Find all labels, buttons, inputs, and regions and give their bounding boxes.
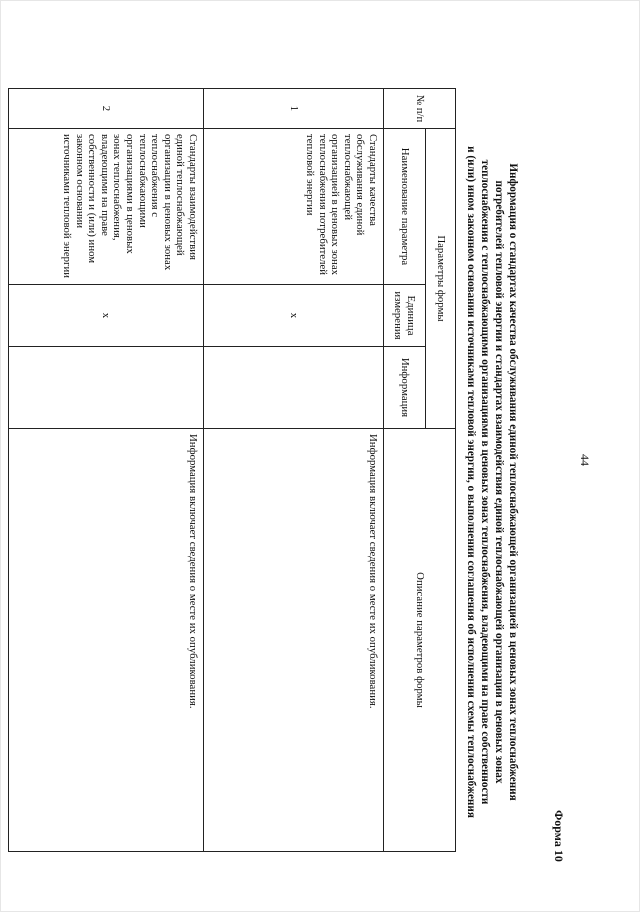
row1-name: Стандарты качества обслуживания единой теплоснабжающей организацией в ценовых зонах теплоснабжения потребителей тепловой энергии [203,129,383,285]
title-line: потребителей тепловой энергии и стандартах взаимодействия единой теплоснабжающей организации в ценовых зонах [493,180,505,784]
row2-info [8,347,203,429]
title-line: и (или) ином законном основании источниками тепловой энергии, о выполнении соглашения об исполнении схемы теплоснабжения [465,146,477,818]
document-title [464,122,520,842]
title-line: Информация о стандартах качества обслуживания единой теплоснабжающей организацией в ценовых зонах теплоснабжения [507,163,519,801]
row2-num: 2 [8,89,203,129]
form-table [8,88,456,852]
form-label: Форма 10 [552,810,566,862]
title-line: теплоснабжения с теплоснабжающими организациями в ценовых зонах теплоснабжения, владеющими на праве собственности [479,159,491,805]
page-number: 44 [578,454,592,466]
header-num: № п/п [383,89,455,129]
header-info: Информация [383,347,425,429]
header-name: Наименование параметра [383,129,425,285]
header-group: Параметры формы [425,129,455,429]
header-unit: Единица измерения [383,285,425,347]
row2-desc: Информация включает сведения о месте их опубликования. [8,429,203,852]
row2-name: Стандарты взаимодействия единой теплоснабжающей организации в ценовых зонах теплоснабжения с теплоснабжающими организациями в ценовых зонах теплоснабжения, владеющими на праве собственности и (или) ином законном основании источниками тепловой энергии [8,129,203,285]
header-desc: Описание параметров формы [383,429,455,852]
row1-num: 1 [203,89,383,129]
row1-unit: x [203,285,383,347]
row1-info [203,347,383,429]
row2-unit: x [8,285,203,347]
row1-desc: Информация включает сведения о месте их опубликования. [203,429,383,852]
